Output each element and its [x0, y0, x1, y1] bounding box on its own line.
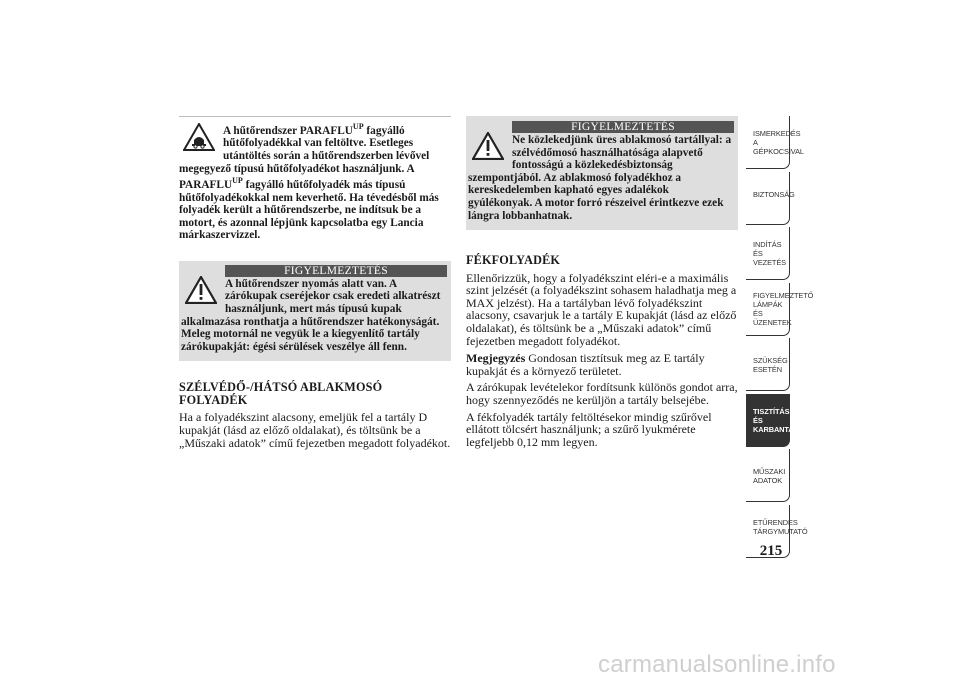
- pressure-warning-box: [179, 261, 451, 362]
- warning-triangle-icon: [468, 129, 508, 163]
- tab-label: TISZTÍTÁS ÉS: [753, 406, 790, 425]
- tab-inditas[interactable]: [746, 227, 790, 280]
- caution-car-icon: [179, 123, 219, 161]
- warning-heading: FIGYELMEZTETÉS: [225, 265, 447, 277]
- brake-fluid-text: Ellenőrizzük, hogy a folyadékszint eléri-e a maximális szint jelzését (a folyadékszint sohasem haladhatja meg a MAX jelzést). Ha a tartályban lévő folyadékszint alacsony, csavarjuk le a tartály E kupakját (lásd az előző oldalakat), és töltsünk be a „Műszaki adatok” című fejezetben megadott folyadékot.: [466, 270, 737, 348]
- washer-fluid-text: Ha a folyadékszint alacsony, emeljük fel a tartály D kupakját (lásd az előző oldalakat), és töltsünk be a „Műszaki adatok” című fejezetben megadott folyadékot.: [179, 410, 451, 450]
- coolant-note: [179, 116, 451, 242]
- note-body: Gondosan tisztítsuk meg az E tartály kupakját és a környező területet.: [466, 351, 705, 378]
- tab-label: ETŰRENDES: [753, 517, 798, 527]
- tab-szukseg[interactable]: [746, 338, 790, 391]
- note-label: Megjegyzés: [466, 351, 526, 366]
- tab-label: LÁMPÁK ÉS: [753, 299, 783, 318]
- tab-label: BIZTONSÁG: [753, 189, 795, 199]
- brake-fluid-para2: A zárókupak levételekor fordítsunk különös gondot arra, hogy szennyeződés ne kerüljön a tartály belsejébe.: [466, 380, 738, 407]
- tab-figyelmezteto[interactable]: [746, 283, 814, 336]
- tab-label: INDÍTÁS ÉS: [753, 240, 782, 258]
- tab-ismerkedes[interactable]: [746, 116, 804, 169]
- tab-label: KARBANTARTÁS: [753, 424, 814, 434]
- left-column: [179, 116, 451, 449]
- watermark: carmanualsonline.info: [598, 651, 836, 678]
- brake-fluid-note: [466, 352, 738, 377]
- note-sup-2: UP: [232, 176, 243, 186]
- tab-biztonsag[interactable]: [746, 172, 795, 225]
- tab-tisztitas[interactable]: [746, 394, 814, 447]
- right-column: [466, 116, 738, 448]
- note-sup-1: UP: [352, 122, 364, 131]
- note-text-1: A hűtőrendszer PARAFLU: [223, 124, 353, 137]
- tab-label: MŰSZAKI ADATOK: [753, 467, 786, 485]
- note-text-3: fagyálló hűtőfolyadék más típusú hűtőfolyadékokkal nem keverhető. Ha tévedésből más folyadék került a hűtőrendszerbe, ne indítsuk be a motort, és azonnal lépjünk kapcsolatba egy Lancia márkaszervizzel.: [179, 178, 439, 242]
- tab-label: VEZETÉS: [753, 258, 786, 267]
- washer-warning-box: [466, 116, 738, 230]
- tab-muszaki[interactable]: [746, 449, 790, 502]
- brake-fluid-para3: A fékfolyadék tartály feltöltésekor mindig szűrővel ellátott tölcsért használjunk; a szűrő lyukmérete legfeljebb 0,12 mm legyen.: [466, 409, 712, 449]
- warning-text: Ne közlekedjünk üres ablakmosó tartállyal: a szélvédőmosó használhatósága alapvető fontosságú a közlekedésbiztonság szempontjából. Az ablakmosó folyadékhoz a kereskedelemben kapható egyes adalékok gyúlékonyak. A motor forró részeivel érintkezve ezek lángra lobbanhatnak.: [468, 134, 732, 222]
- washer-fluid-title: SZÉLVÉDŐ-/HÁTSÓ ABLAKMOSÓ FOLYADÉK: [179, 380, 383, 407]
- warning-heading: FIGYELMEZTETÉS: [512, 121, 734, 133]
- tab-label: TÁRGYMUTATÓ: [753, 526, 808, 536]
- chapter-sidebar: [746, 116, 814, 560]
- warning-text: A hűtőrendszer nyomás alatt van. A zárókupak cseréjekor csak eredeti alkatrészt használjunk, mert más típusú kupak alkalmazása ronthatja a hűtőrendszer hatékonyságát. Meleg motornál ne vegyük le a kiegyenlítő tartály zárókupakját: égési sérülések veszélye áll fenn.: [181, 277, 441, 353]
- tab-label: ISMERKEDÉS A: [753, 129, 801, 147]
- warning-triangle-icon: [181, 273, 221, 307]
- tab-label: ÜZENETEK: [753, 317, 792, 327]
- tab-label: SZÜKSÉG ESETÉN: [753, 356, 788, 374]
- tab-label: GÉPKOCSIVAL: [753, 147, 804, 156]
- page-number: 215: [759, 543, 783, 559]
- note-text-2: fagyálló hűtőfolyadékkal van feltöltve. Esetleges utántöltés során a hűtőrendszerben lévővel megegyező típusú hűtőfolyadékot használjunk. A PARAFLU: [179, 124, 430, 191]
- brake-fluid-title: FÉKFOLYADÉK: [466, 253, 561, 268]
- tab-label: FIGYELMEZTETŐ: [753, 290, 814, 300]
